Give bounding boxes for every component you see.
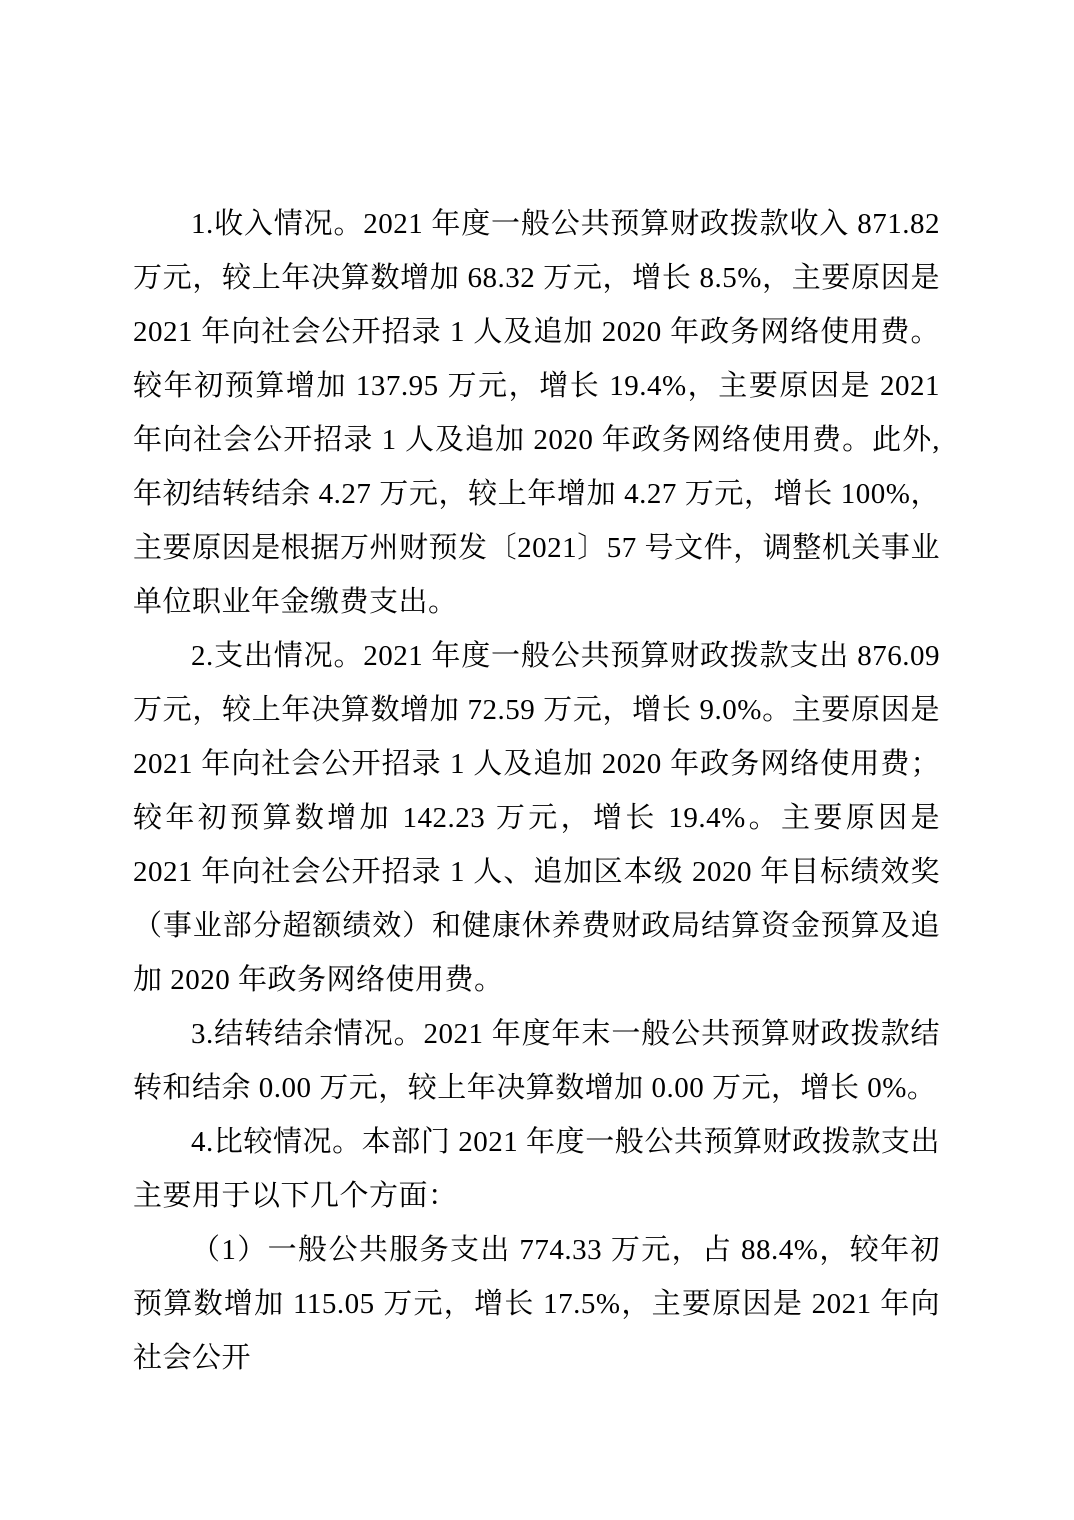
paragraph-comparison-intro: 4.比较情况。本部门 2021 年度一般公共预算财政拨款支出主要用于以下几个方面： — [133, 1126, 940, 1212]
paragraph-general-public-service: （1）一般公共服务支出 774.33 万元，占 88.4%，较年初预算数增加 115.05 万元，增长 17.5%，主要原因是 2021 年向社会公开 — [133, 1234, 940, 1374]
paragraph-expenditure-situation: 2.支出情况。2021 年度一般公共预算财政拨款支出 876.09 万元，较上年决算数增加 72.59 万元，增长 9.0%。主要原因是 2021 年向社会公开招录 1 人及追加 2020 年政务网络使用费；较年初预算数增加 142.23 万元，增长 19.4%。主要原因是 2021 年向社会公开招录 1 人、追加区本级 2020 年目标绩效奖（事业部分超额绩效）和健康休养费财政局结算资金预算及追加 2020 年政务网络使用费。 — [133, 640, 940, 996]
paragraph-income-situation: 1.收入情况。2021 年度一般公共预算财政拨款收入 871.82 万元，较上年决算数增加 68.32 万元，增长 8.5%，主要原因是 2021 年向社会公开招录 1 人及追加 2020 年政务网络使用费。较年初预算增加 137.95 万元，增长 19.4%，主要原因是 2021 年向社会公开招录 1 人及追加 2020 年政务网络使用费。此外,年初结转结余 4.27 万元，较上年增加 4.27 万元，增长 100%，主要原因是根据万州财预发〔2021〕57 号文件，调整机关事业单位职业年金缴费支出。 — [133, 208, 940, 618]
document-body — [133, 197, 940, 1385]
paragraph-carryover-balance: 3.结转结余情况。2021 年度年末一般公共预算财政拨款结转和结余 0.00 万元，较上年决算数增加 0.00 万元，增长 0%。 — [133, 1018, 940, 1104]
